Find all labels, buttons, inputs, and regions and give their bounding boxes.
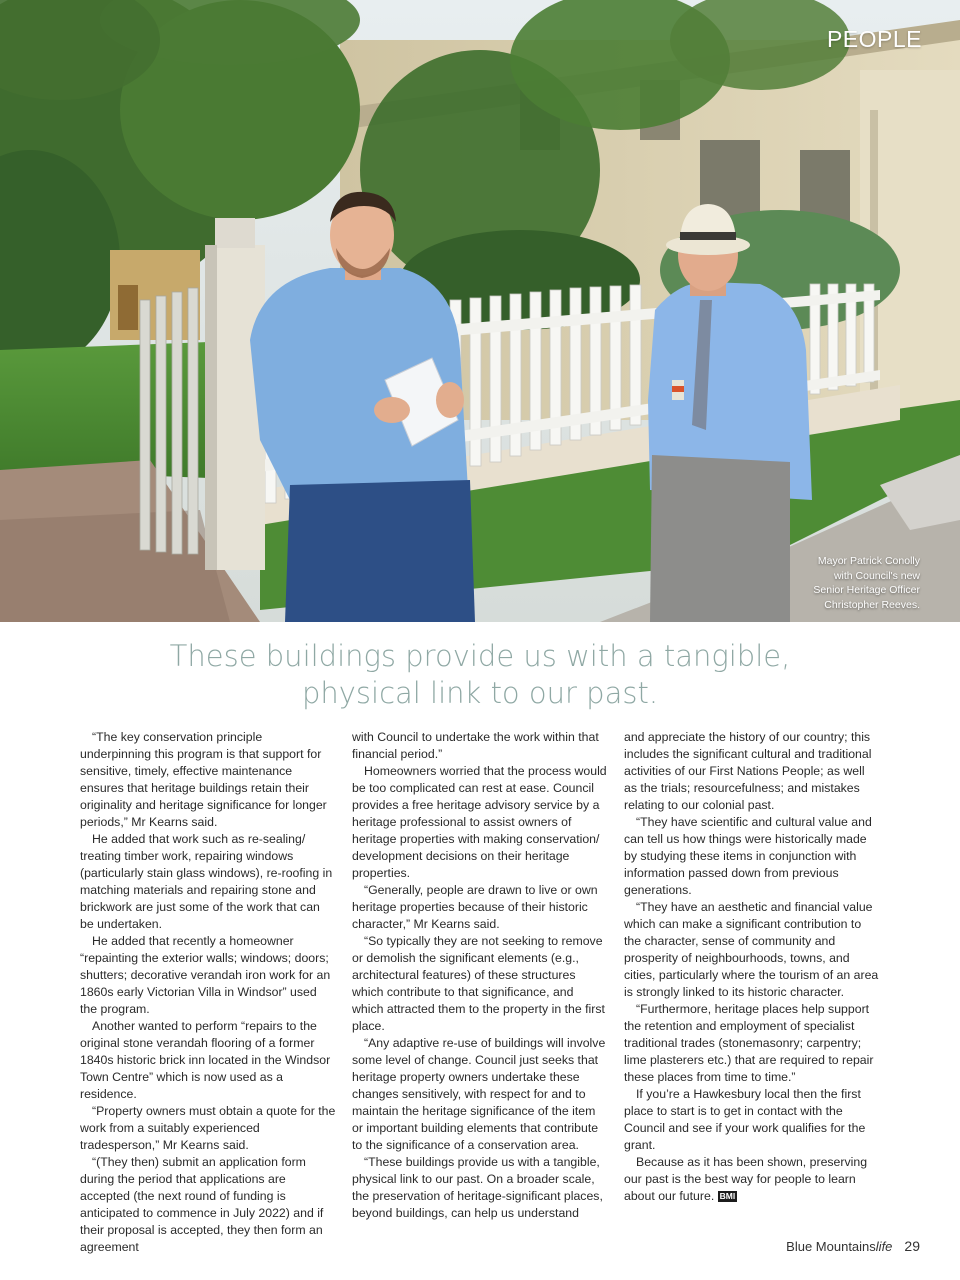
caption-line: Christopher Reeves. <box>824 598 920 611</box>
pull-quote-line: These buildings provide us with a tangible, <box>169 639 791 673</box>
caption-line: with Council's new <box>833 569 920 582</box>
column-3 <box>624 729 880 1256</box>
pull-quote-line: physical link to our past. <box>301 676 659 710</box>
paragraph: with Council to undertake the work within that financial period.” <box>352 730 599 761</box>
pull-quote <box>80 638 880 712</box>
paragraph: Another wanted to perform “repairs to the original stone verandah flooring of a former 1840s historic brick inn located in the Windsor Town Centre” which is now used as a residence. <box>80 1019 331 1101</box>
paragraph: “Furthermore, heritage places help support the retention and employment of specialist traditional trades (stonemasonry; carpentry; lime plasterers etc.) that are required to repair these places from time to time.” <box>624 1002 874 1084</box>
magazine-name: Blue Mountains <box>786 1239 876 1254</box>
magazine-name-italic: life <box>875 1239 893 1254</box>
paragraph: He added that recently a homeowner “repainting the exterior walls; windows; doors; shutters; decorative verandah iron work for an 1860s early Victorian Villa in Windsor” used the program. <box>80 934 331 1016</box>
paragraph: and appreciate the history of our country; this includes the significant cultural and traditional activities of our First Nations People; as well as the trials; resourcefulness; and mistakes relating to our colonial past. <box>624 730 872 812</box>
paragraph: “(They then) submit an application form during the period that applications are accepted (the next round of funding is anticipated to commence in July 2022) and if their proposal is accepted, they then form an agreement <box>80 1155 324 1254</box>
paragraph: “They have scientific and cultural value and can tell us how things were historically made by studying these items in conjunction with information passed down from previous generations. <box>624 815 872 897</box>
photo-caption <box>730 554 920 612</box>
paragraph: He added that work such as re-sealing/ treating timber work, repairing windows (particularly stain glass windows), re-roofing in matching materials and repairing stone and brickwork are just some of the work that can be undertaken. <box>80 832 333 931</box>
paragraph: If you’re a Hawkesbury local then the first place to start is to get in contact with the Council and see if your work qualifies for the grant. <box>624 1087 866 1152</box>
paragraph: “The key conservation principle underpinning this program is that support for sensitive, timely, effective maintenance ensures that heritage buildings retain their originality and heritage significance for longer periods,” Mr Kearns said. <box>80 730 327 829</box>
paragraph: “These buildings provide us with a tangible, physical link to our past. On a broader scale, the preservation of heritage-significant places, beyond buildings, can help us understand <box>352 1155 603 1220</box>
paragraph: “Any adaptive re-use of buildings will involve some level of change. Council just seeks that heritage property owners undertake these changes sensitively, with respect for and to maintain the heritage significance of the item or important building elements that contribute to the significance of a conservation area. <box>352 1036 606 1152</box>
paragraph: “They have an aesthetic and financial value which can make a significant contribution to the character, sense of community and prosperity of neighbourhoods, towns, and cities, particularly where the tourism of an area is strongly linked to its historic character. <box>624 900 879 999</box>
column-1 <box>80 729 336 1256</box>
article-body <box>80 729 880 1256</box>
caption-line: Mayor Patrick Conolly <box>817 555 920 567</box>
end-mark-icon: BMl <box>719 1191 736 1201</box>
hero-photo <box>0 0 960 622</box>
paragraph: “Property owners must obtain a quote for the work from a suitably experienced tradesperson,” Mr Kearns said. <box>80 1104 336 1152</box>
paragraph: “Generally, people are drawn to live or own heritage properties because of their historic character,” Mr Kearns said. <box>352 883 598 931</box>
caption-line: Senior Heritage Officer <box>813 584 920 596</box>
photo-illustration <box>0 0 960 622</box>
paragraph: Homeowners worried that the process would be too complicated can rest at ease. Council provides a free heritage advisory service by a heritage professional to assist owners of heritage properties with making conservation/ development decisions on their heritage properties. <box>352 764 607 880</box>
paragraph: “So typically they are not seeking to remove or demolish the significant elements (e.g., architectural features) of these structures which contribute to that significance, and which attracted them to the property in the first place. <box>352 934 605 1033</box>
column-2 <box>352 729 608 1256</box>
page-number: 29 <box>904 1238 920 1254</box>
page-footer <box>786 1238 920 1254</box>
paragraph-final <box>624 1154 880 1205</box>
final-paragraph-text: Because as it has been shown, preserving our past is the best way for people to learn about our future. <box>624 1155 868 1203</box>
section-tag: PEOPLE <box>826 26 922 52</box>
